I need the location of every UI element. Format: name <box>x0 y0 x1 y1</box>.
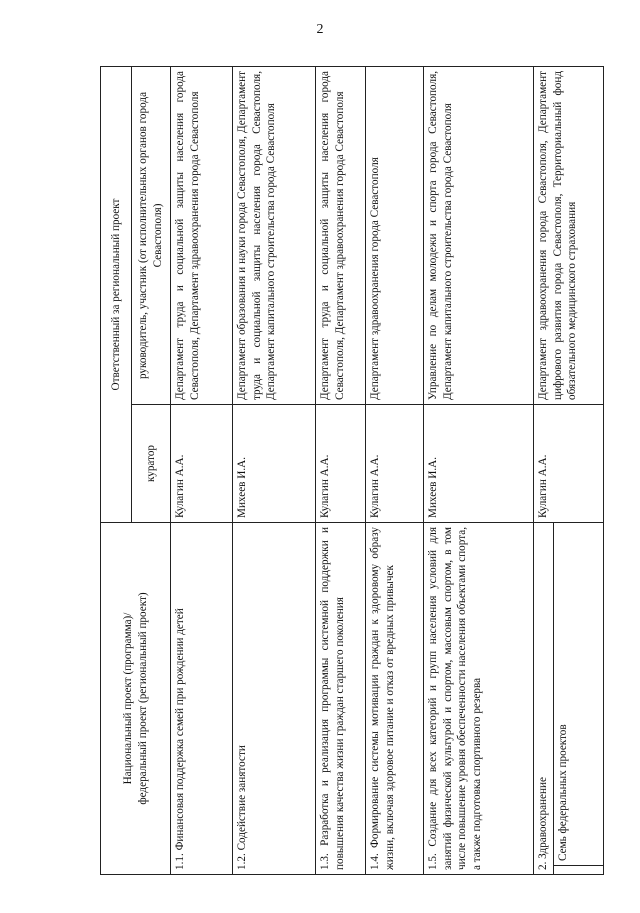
table-row <box>424 66 534 874</box>
curator-cell: Кулагин А.А. <box>366 405 424 523</box>
subproject-text: Семь федеральных проектов <box>556 724 569 861</box>
project-cell: 1.3. Разработка и реализация программы системной поддержки и повышения качества жизни граждан старшего поколения <box>316 523 366 875</box>
table-row-healthcare <box>534 66 554 874</box>
leader-cell: Управление по делам молодежи и спорта города Севастополя, Департамент капитального строительства города Севастополя <box>424 66 534 404</box>
curator-cell: Михеев И.А. <box>424 405 534 523</box>
healthcare-project-cell: 2. Здравоохранение <box>534 523 554 875</box>
header-row-1 <box>101 66 132 874</box>
subproject-indent-cell <box>554 865 603 874</box>
responsible-header: Ответственный за региональный проект <box>101 66 132 522</box>
page-number: 2 <box>316 22 324 37</box>
healthcare-leader-cell: Департамент здравоохранения города Севастополя, Департамент цифрового развития города Севастополя, Территориальный фонд обязательного медицинского страхования <box>534 66 604 404</box>
curator-cell: Михеев И.А. <box>233 405 316 523</box>
project-cell: 1.4. Формирование системы мотивации граждан к здоровому образу жизни, включая здоровое питание и отказ от вредных привычек <box>366 523 424 875</box>
project-cell: 1.2. Содействие занятости <box>233 523 316 875</box>
healthcare-curator-cell: Кулагин А.А. <box>534 405 604 523</box>
rotated-table-container <box>100 67 579 875</box>
table-row <box>366 66 424 874</box>
project-cell: 1.1. Финансовая поддержка семей при рождении детей <box>171 523 233 875</box>
project-cell: 1.5. Создание для всех категорий и групп населения условий для занятий физической культурой и спортом, массовым спортом, в том числе повышение уровня обеспеченности населения объектами спорта, а также подготовка спортивного резерва <box>424 523 534 875</box>
leader-cell: Департамент труда и социальной защиты населения города Севастополя, Департамент здравоохранения города Севастополя <box>316 66 366 404</box>
project-header-bottom: федеральный проект (региональный проект) <box>136 592 149 805</box>
project-column-header <box>101 523 171 875</box>
regional-projects-table <box>100 66 604 875</box>
curator-header: куратор <box>132 405 171 523</box>
leader-cell: Департамент здравоохранения города Севастополя <box>366 66 424 404</box>
healthcare-subproject-cell <box>553 523 603 875</box>
leader-cell: Департамент труда и социальной защиты населения города Севастополя, Департамент здравоохранения города Севастополя <box>171 66 233 404</box>
leader-cell: Департамент образования и науки города Севастополя, Департамент труда и социальной защиты населения города Севастополя, Департамент капитального строительства города Севастополя <box>233 66 316 404</box>
table-row <box>171 66 233 874</box>
curator-cell: Кулагин А.А. <box>171 405 233 523</box>
curator-cell: Кулагин А.А. <box>316 405 366 523</box>
table-row <box>233 66 316 874</box>
subproject-wrap <box>554 523 603 874</box>
leader-header: руководитель, участник (от исполнительных органов города Севастополя) <box>132 66 171 404</box>
table-row <box>316 66 366 874</box>
project-header-top: Национальный проект (программа)/ <box>121 612 134 785</box>
